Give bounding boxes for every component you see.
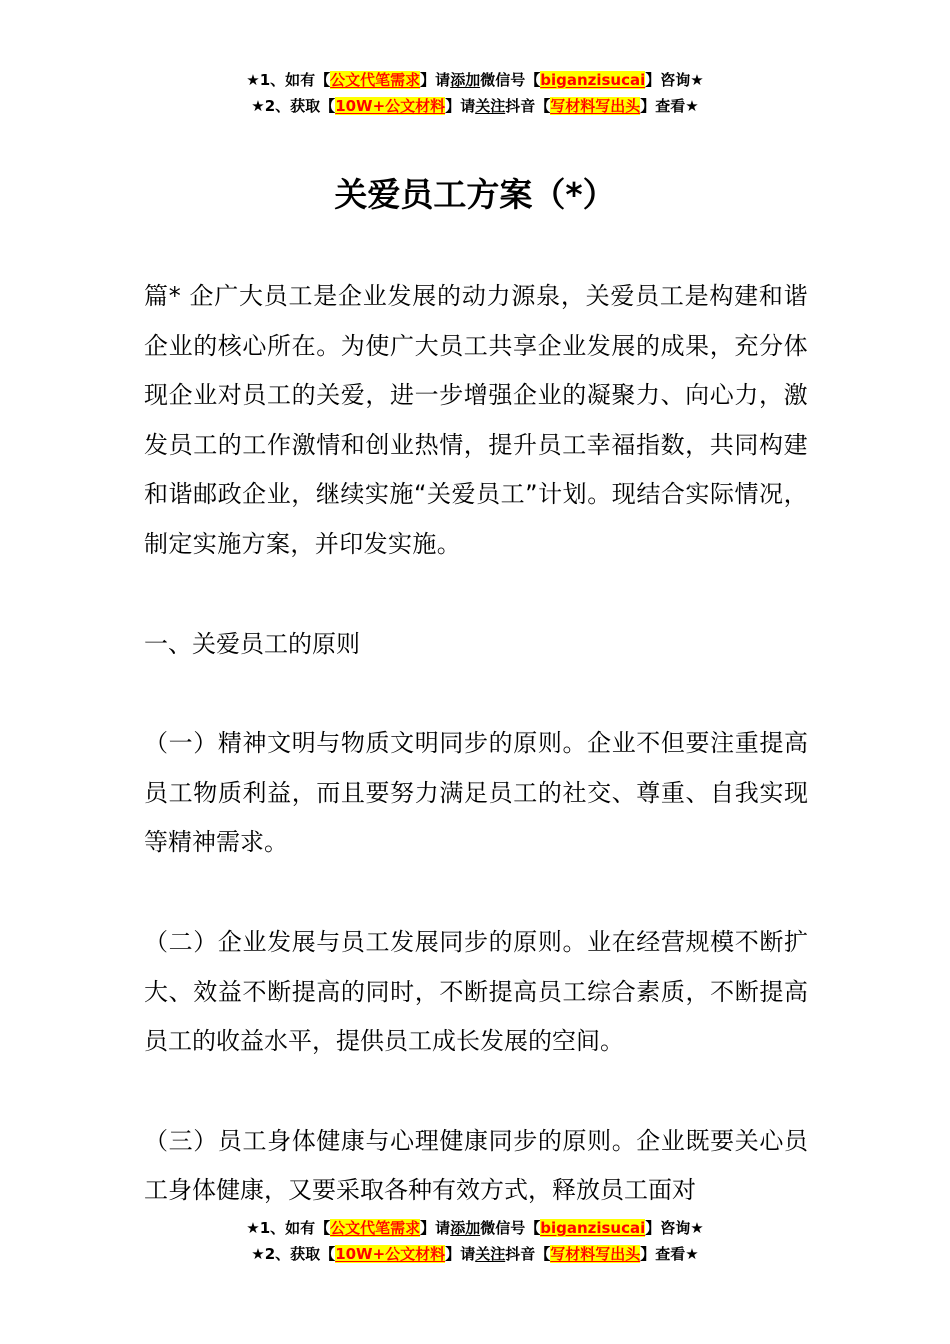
- banner-text: 】咨询★: [645, 71, 704, 89]
- principle-paragraph: （三）员工身体健康与心理健康同步的原则。企业既要关心员工身体健康，又要采取各种有效方式，释放员工面对: [144, 1126, 808, 1205]
- banner-text: 抖音【: [505, 97, 551, 115]
- highlight-service: 公文代笔需求: [330, 71, 421, 89]
- banner-text: ★2、获取【: [251, 1245, 336, 1263]
- section-heading: 一、关爱员工的原则: [144, 629, 360, 658]
- highlight-wechat-id: biganzisucai: [540, 71, 646, 89]
- document-body: [144, 272, 808, 1216]
- banner-text: 】请: [420, 71, 451, 89]
- intro-paragraph: 篇* 企广大员工是企业发展的动力源泉，关爱员工是构建和谐企业的核心所在。为使广大员工共享企业发展的成果，充分体现企业对员工的关爱，进一步增强企业的凝聚力、向心力，激发员工的工作激情和创业热情，提升员工幸福指数，共同构建和谐邮政企业，继续实施“关爱员工”计划。现结合实际情况，制定实施方案，并印发实施。: [144, 282, 808, 558]
- underlined-word: 关注: [475, 1245, 506, 1263]
- banner-line-1: [0, 1215, 950, 1241]
- banner-text: 】请: [420, 1219, 451, 1237]
- underlined-word: 添加: [450, 1219, 481, 1237]
- banner-text: 抖音【: [505, 1245, 551, 1263]
- banner-text: 】查看★: [640, 1245, 699, 1263]
- banner-text: 微信号【: [480, 71, 541, 89]
- highlight-douyin-account: 写材料写出头: [550, 97, 641, 115]
- principle-paragraph: （二）企业发展与员工发展同步的原则。业在经营规模不断扩大、效益不断提高的同时，不断提高员工综合素质，不断提高员工的收益水平，提供员工成长发展的空间。: [144, 927, 808, 1056]
- banner-text: 】请: [445, 1245, 476, 1263]
- header-banner: [0, 67, 950, 119]
- principle-paragraph: （一）精神文明与物质文明同步的原则。企业不但要注重提高员工物质利益，而且要努力满足员工的社交、尊重、自我实现等精神需求。: [144, 729, 808, 857]
- banner-text: 】咨询★: [645, 1219, 704, 1237]
- banner-text: 】查看★: [640, 97, 699, 115]
- underlined-word: 添加: [450, 71, 481, 89]
- highlight-douyin-account: 写材料写出头: [550, 1245, 641, 1263]
- highlight-service: 公文代笔需求: [330, 1219, 421, 1237]
- banner-text: ★1、如有【: [246, 71, 331, 89]
- banner-text: ★1、如有【: [246, 1219, 331, 1237]
- banner-text: ★2、获取【: [251, 97, 336, 115]
- highlight-materials: 10W+公文材料: [335, 97, 446, 115]
- underlined-word: 关注: [475, 97, 506, 115]
- highlight-materials: 10W+公文材料: [335, 1245, 446, 1263]
- banner-line-1: [0, 67, 950, 93]
- document-title: 关爱员工方案（*）: [334, 175, 616, 214]
- banner-text: 】请: [445, 97, 476, 115]
- footer-banner: [0, 1215, 950, 1267]
- banner-line-2: [0, 93, 950, 119]
- banner-line-2: [0, 1241, 950, 1267]
- banner-text: 微信号【: [480, 1219, 541, 1237]
- highlight-wechat-id: biganzisucai: [540, 1219, 646, 1237]
